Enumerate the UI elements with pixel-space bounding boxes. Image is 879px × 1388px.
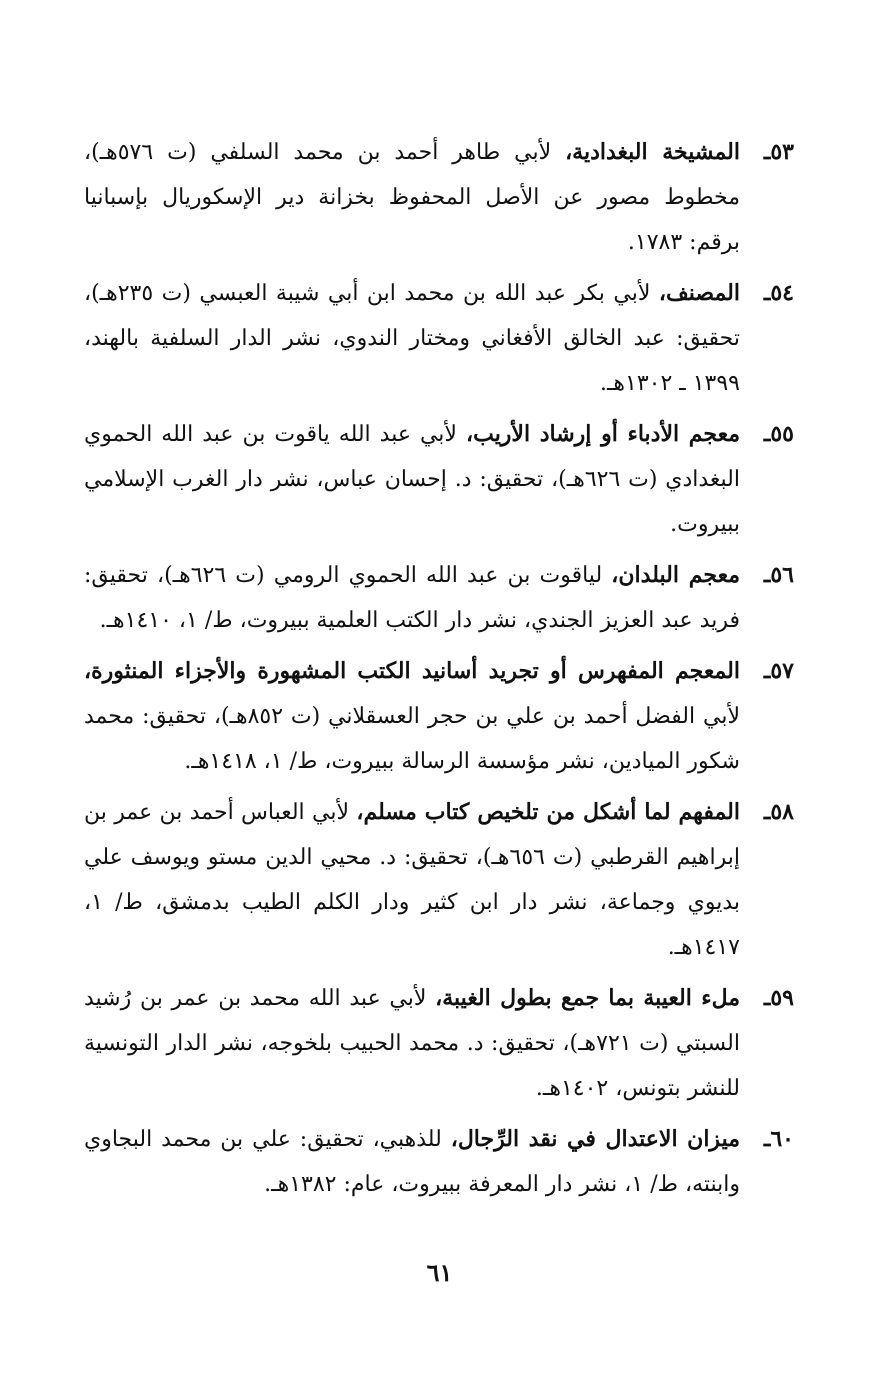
entry-body: لأبي العباس أحمد بن عمر بن إبراهيم القرطبي (ت ٦٥٦هـ)، تحقيق: د. محيي الدين مستو ويوسف علي بديوي وجماعة، نشر دار ابن كثير ودار الكلم الطيب بدمشق، ط/ ١، ١٤١٧هـ. [84, 800, 740, 960]
entry-title: المصنف، [658, 280, 740, 306]
entry-number: ٦٠ـ [763, 1126, 794, 1152]
entry-53 [84, 130, 794, 265]
entry-55 [84, 412, 794, 547]
entry-number: ٥٨ـ [763, 799, 794, 825]
entry-title: المفهم لما أشكل من تلخيص كتاب مسلم، [356, 799, 740, 825]
entry-body: لأبي عبد الله محمد بن عمر بن رُشيد السبتي (ت ٧٢١هـ)، تحقيق: د. محمد الحبيب بلخوجه، نشر الدار التونسية للنشر بتونس، ١٤٠٢هـ. [84, 986, 740, 1101]
entry-body: لأبي طاهر أحمد بن محمد السلفي (ت ٥٧٦هـ)، مخطوط مصور عن الأصل المحفوظ بخزانة دير الإسكوريال بإسبانيا برقم: ١٧٨٣. [84, 140, 740, 255]
entry-number: ٥٤ـ [763, 280, 794, 306]
entry-59 [84, 976, 794, 1111]
entry-body: لأبي عبد الله ياقوت بن عبد الله الحموي البغدادي (ت ٦٢٦هـ)، تحقيق: د. إحسان عباس، نشر دار الغرب الإسلامي ببيروت. [84, 422, 740, 537]
entry-title: ميزان الاعتدال في نقد الرِّجال، [450, 1126, 740, 1152]
entry-number: ٥٥ـ [763, 421, 794, 447]
entry-number: ٥٧ـ [763, 658, 794, 684]
entry-57 [84, 649, 794, 784]
entry-title: المعجم المفهرس أو تجريد أسانيد الكتب المشهورة والأجزاء المنثورة، [84, 658, 740, 684]
entry-number: ٥٩ـ [763, 985, 794, 1011]
entry-number: ٥٦ـ [763, 562, 794, 588]
entry-body: للذهبي، تحقيق: علي بن محمد البجاوي وابنته، ط/ ١، نشر دار المعرفة ببيروت، عام: ١٣٨٢هـ. [84, 1127, 740, 1197]
entry-58 [84, 790, 794, 970]
page-number: ٦١ [426, 1258, 453, 1287]
entry-body: لأبي الفضل أحمد بن علي بن حجر العسقلاني (ت ٨٥٢هـ)، تحقيق: محمد شكور الميادين، نشر مؤسسة الرسالة ببيروت، ط/ ١، ١٤١٨هـ. [84, 704, 740, 774]
entry-number: ٥٣ـ [763, 139, 794, 165]
entry-title: معجم البلدان، [611, 562, 740, 588]
entry-body: لياقوت بن عبد الله الحموي الرومي (ت ٦٢٦هـ)، تحقيق: فريد عبد العزيز الجندي، نشر دار الكتب العلمية ببيروت، ط/ ١، ١٤١٠هـ. [84, 563, 740, 633]
bibliography-list [84, 130, 794, 1213]
entry-54 [84, 271, 794, 406]
entry-56 [84, 553, 794, 643]
entry-title: معجم الأدباء أو إرشاد الأريب، [465, 421, 740, 447]
entry-title: ملء العيبة بما جمع بطول الغيبة، [435, 985, 741, 1011]
entry-title: المشيخة البغدادية، [565, 139, 740, 165]
entry-60 [84, 1117, 794, 1207]
entry-body: لأبي بكر عبد الله بن محمد ابن أبي شيبة العبسي (ت ٢٣٥هـ)، تحقيق: عبد الخالق الأفغاني ومختار الندوي، نشر الدار السلفية بالهند، ١٣٩٩ ـ ١٣٠٢هـ. [84, 281, 740, 396]
